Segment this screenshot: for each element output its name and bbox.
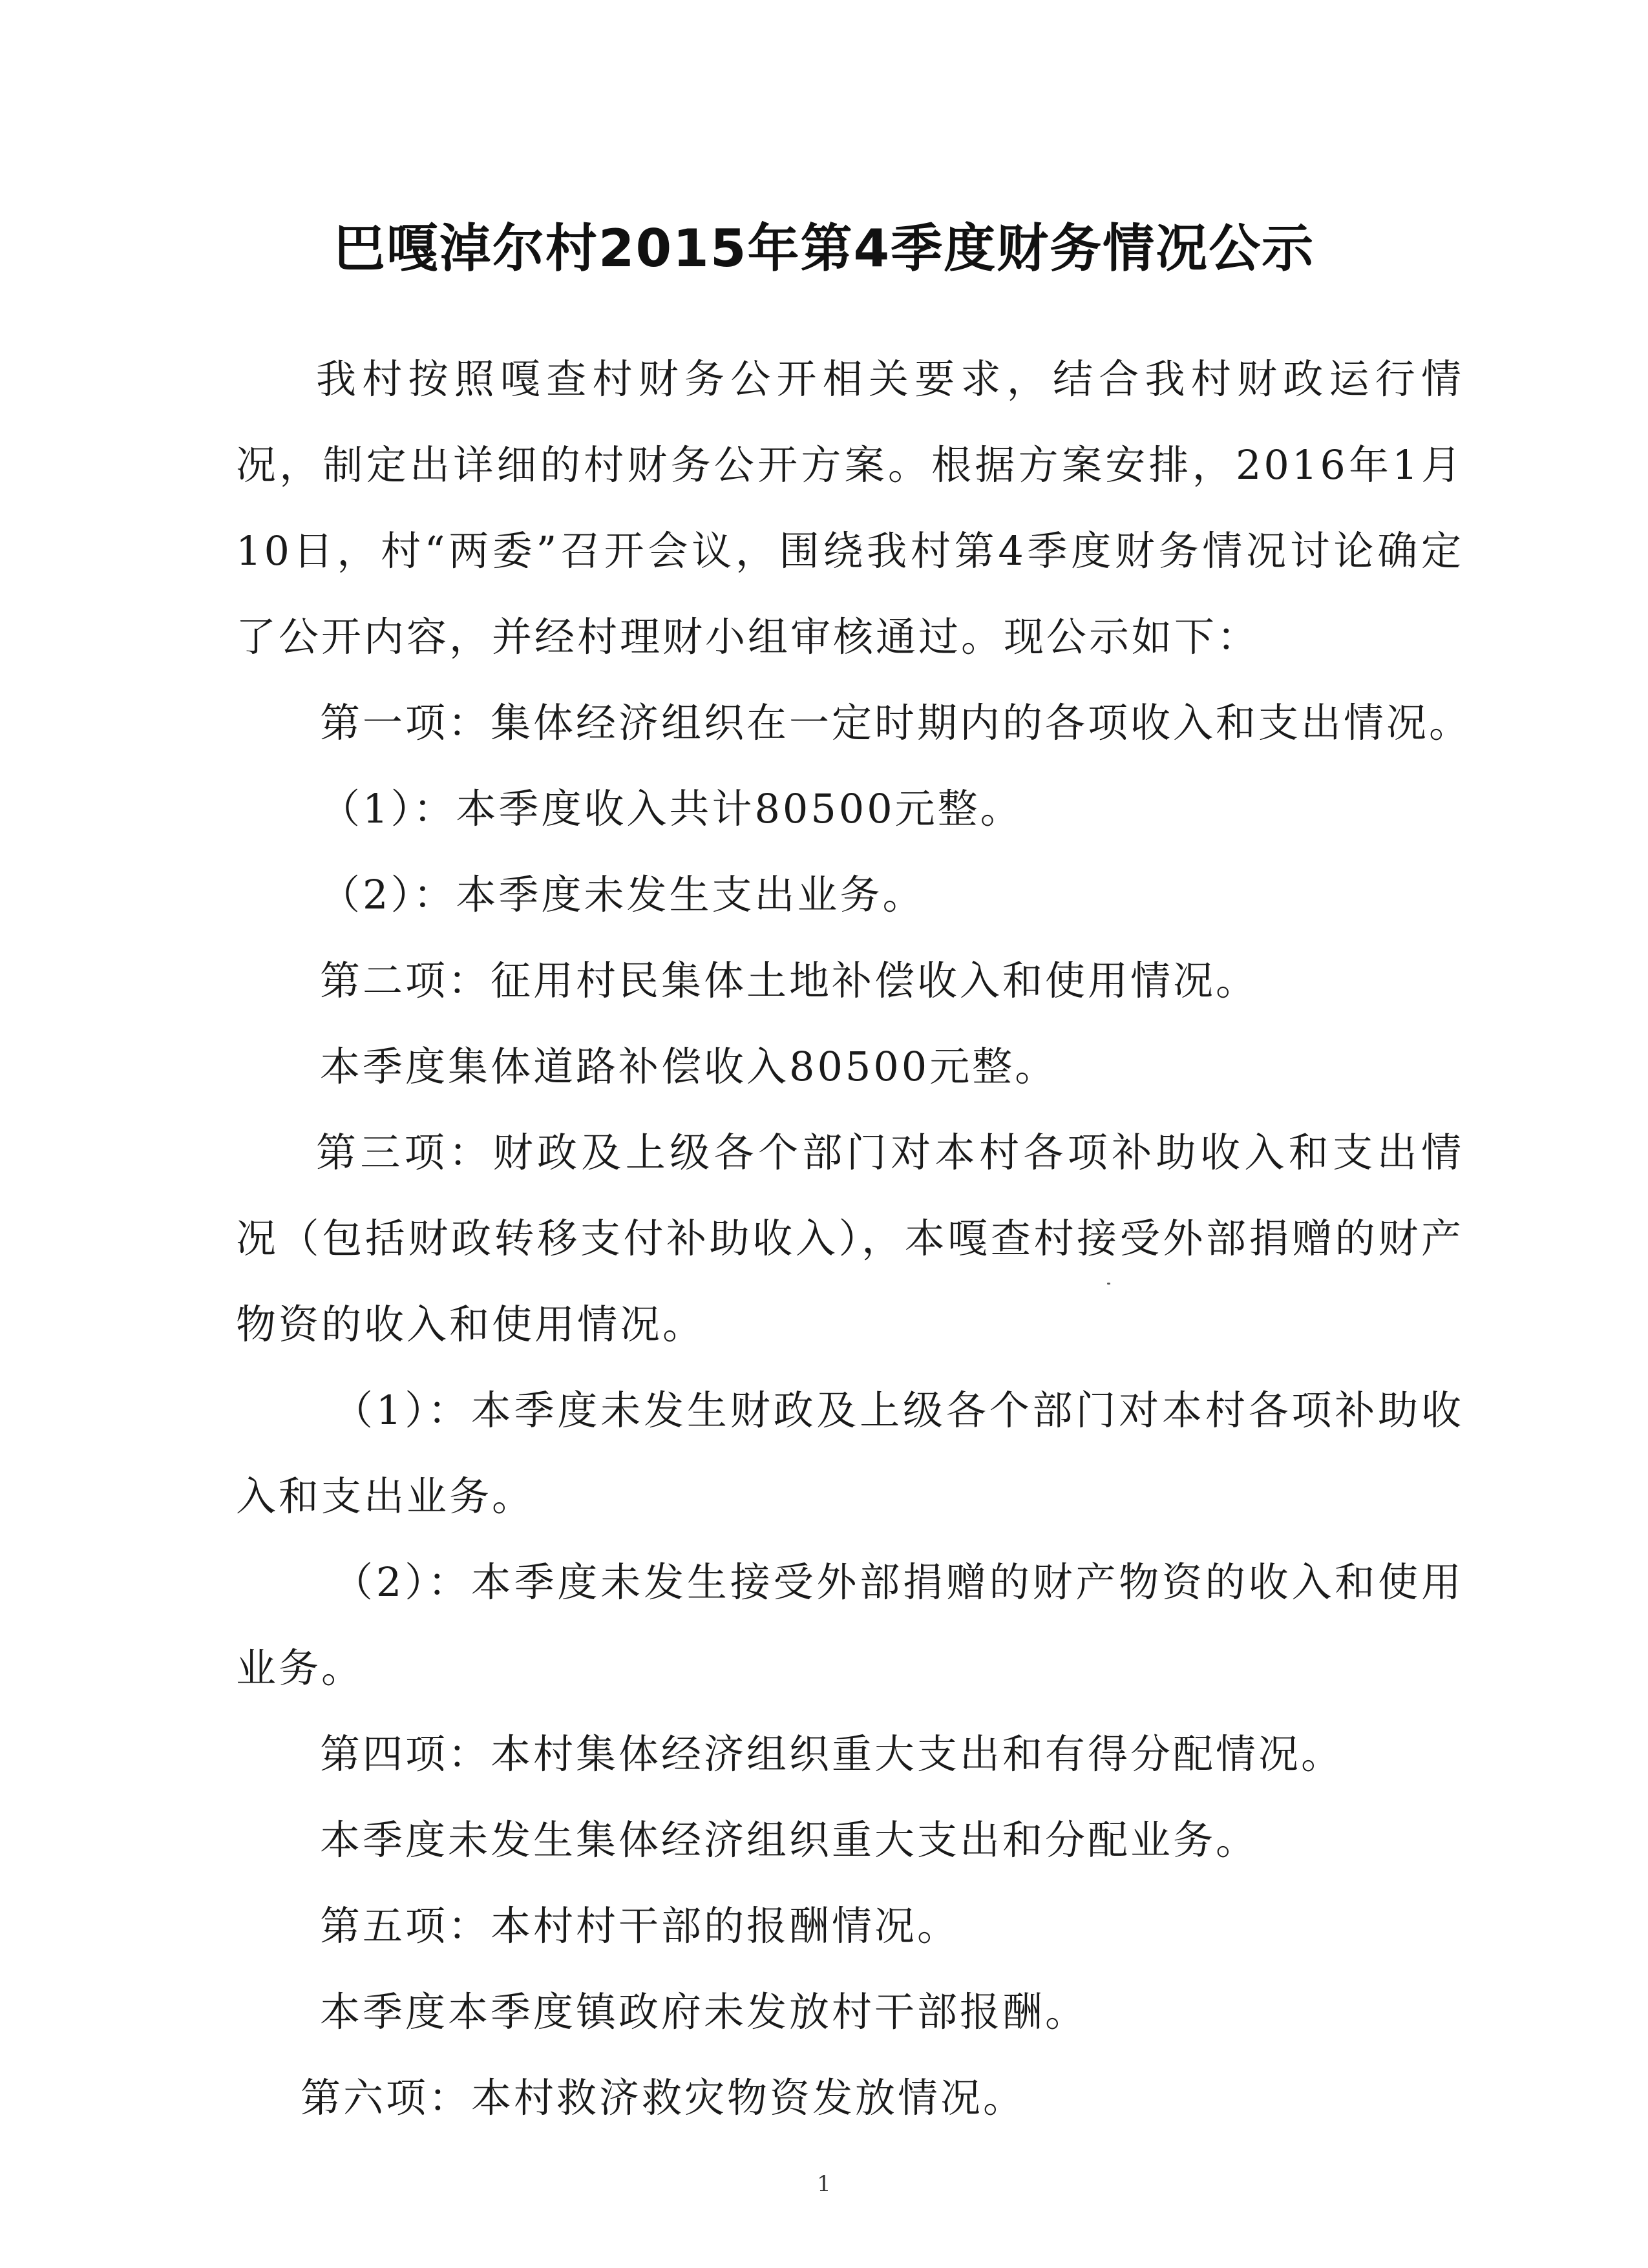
section4-heading: 第四项：本村集体经济组织重大支出和有得分配情况。 [320, 1730, 1344, 1778]
scan-speck [1107, 1283, 1110, 1285]
document-title: 巴嘎淖尔村2015年第4季度财务情况公示 [333, 218, 1315, 278]
section5-heading: 第五项：本村村干部的报酬情况。 [320, 1902, 960, 1949]
section2-heading: 第二项：征用村民集体土地补偿收入和使用情况。 [320, 957, 1259, 1004]
section2-content: 本季度集体道路补偿收入80500元整。 [320, 1043, 1058, 1090]
section1-item1: （1）：本季度收入共计80500元整。 [320, 785, 1023, 832]
section3-item1 [236, 1367, 1464, 1539]
section3-heading: 第三项：财政及上级各个部门对本村各项补助收入和支出情况（包括财政转移支付补助收入），本嘎查村接受外部捐赠的财产物资的收入和使用情况。 [236, 1129, 1464, 1348]
section3-item2 [236, 1539, 1464, 1711]
section1-heading: 第一项：集体经济组织在一定时期内的各项收入和支出情况。 [320, 699, 1472, 746]
section3-item2-text: （2）：本季度未发生接受外部捐赠的财产物资的收入和使用业务。 [236, 1559, 1464, 1692]
page-number: 1 [817, 2171, 831, 2197]
intro-paragraph: 我村按照嘎查村财务公开相关要求，结合我村财政运行情况，制定出详细的村财务公开方案。根据方案安排，2016年1月10日，村“两委”召开会议，围绕我村第4季度财务情况讨论确定了公开内容，并经村理财小组审核通过。现公示如下： [236, 355, 1464, 660]
document-body [236, 336, 1472, 2141]
section3-item1-text: （1）：本季度未发生财政及上级各个部门对本村各项补助收入和支出业务。 [236, 1387, 1464, 1520]
section1-item2: （2）：本季度未发生支出业务。 [320, 871, 925, 918]
section6-heading: 第六项：本村救济救灾物资发放情况。 [301, 2074, 1026, 2121]
section4-content: 本季度未发生集体经济组织重大支出和分配业务。 [320, 1816, 1259, 1864]
section5-content: 本季度本季度镇政府未发放村干部报酬。 [320, 1988, 1088, 2035]
